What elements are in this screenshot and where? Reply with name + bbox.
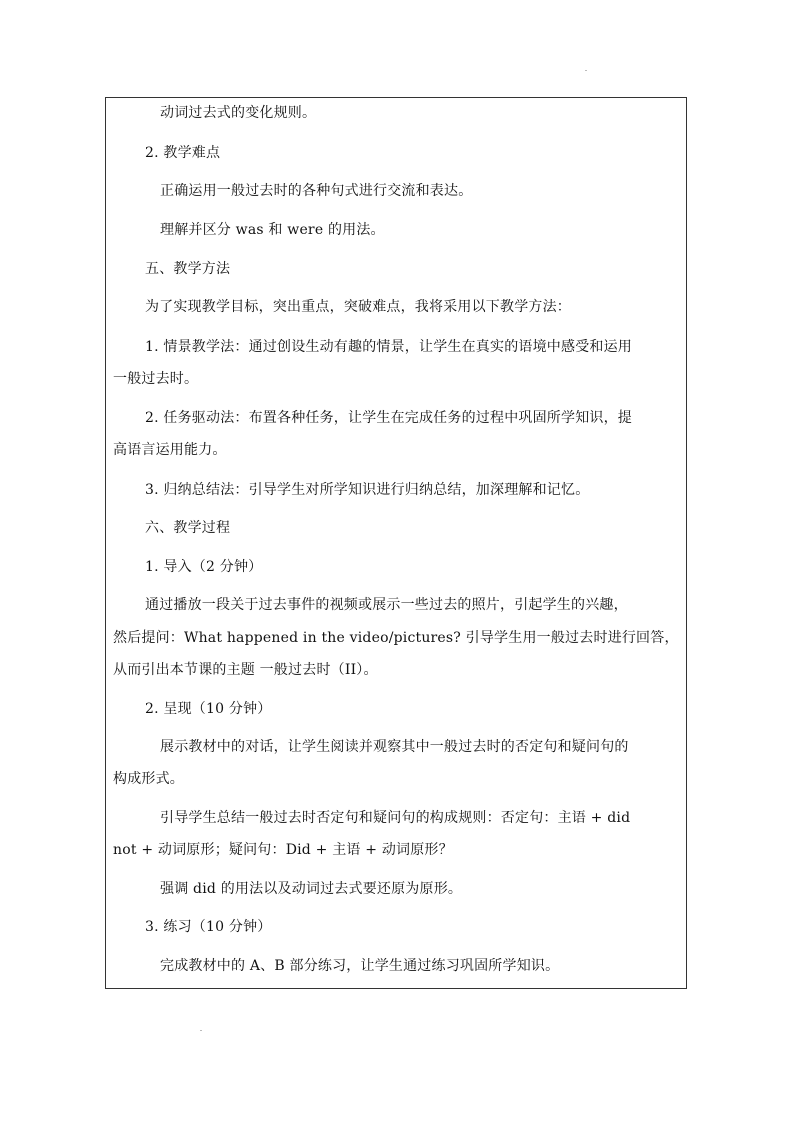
- paragraph-line: 正确运用一般过去时的各种句式进行交流和表达。: [160, 183, 473, 199]
- section-heading: 3. 练习（10 分钟）: [145, 919, 272, 935]
- paragraph-line: 引导学生总结一般过去时否定句和疑问句的构成规则：否定句：主语 + did: [160, 810, 631, 826]
- paragraph-line: 2. 任务驱动法：布置各种任务，让学生在完成任务的过程中巩固所学知识，提: [145, 410, 633, 426]
- paragraph-line: 3. 归纳总结法：引导学生对所学知识进行归纳总结，加深理解和记忆。: [145, 482, 590, 498]
- section-heading: 六、教学过程: [145, 520, 231, 536]
- paragraph-line: not + 动词原形；疑问句：Did + 主语 + 动词原形？: [113, 842, 453, 858]
- paragraph-line: 1. 情景教学法：通过创设生动有趣的情景，让学生在真实的语境中感受和运用: [145, 339, 633, 355]
- paragraph-line: 完成教材中的 A、B 部分练习，让学生通过练习巩固所学知识。: [160, 958, 560, 974]
- paragraph-line: 然后提问：What happened in the video/pictures? 引导学生用一般过去时进行回答，: [113, 630, 679, 646]
- corner-mark: [585, 70, 587, 71]
- section-heading: 五、教学方法: [145, 261, 231, 277]
- paragraph-line: 理解并区分 was 和 were 的用法。: [160, 222, 385, 238]
- paragraph-line: 高语言运用能力。: [113, 442, 227, 458]
- paragraph-line: 构成形式。: [113, 771, 184, 787]
- paragraph-line: 一般过去时。: [113, 371, 199, 387]
- paragraph-line: 从而引出本节课的主题 一般过去时（II）。: [113, 662, 378, 678]
- paragraph-line: 强调 did 的用法以及动词过去式要还原为原形。: [160, 881, 463, 897]
- paragraph-line: 通过播放一段关于过去事件的视频或展示一些过去的照片，引起学生的兴趣，: [145, 597, 628, 613]
- section-heading: 1. 导入（2 分钟）: [145, 559, 263, 575]
- paragraph-line: 展示教材中的对话，让学生阅读并观察其中一般过去时的否定句和疑问句的: [160, 739, 629, 755]
- corner-mark: [200, 1030, 202, 1031]
- section-heading: 2. 呈现（10 分钟）: [145, 701, 272, 717]
- section-heading: 2. 教学难点: [145, 145, 221, 161]
- paragraph-line: 动词过去式的变化规则。: [160, 105, 317, 121]
- paragraph-line: 为了实现教学目标，突出重点，突破难点，我将采用以下教学方法：: [145, 299, 571, 315]
